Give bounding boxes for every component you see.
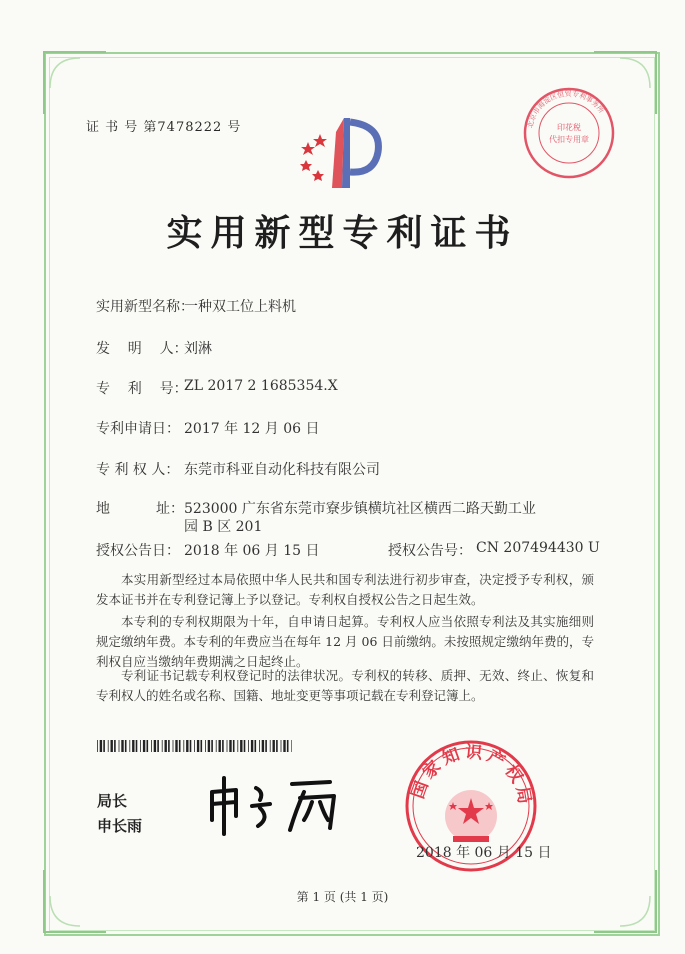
inventor-value: 刘淋 xyxy=(184,341,212,357)
grant-date-label: 授权公告日： xyxy=(96,543,180,559)
patent-office-logo-icon xyxy=(292,112,392,192)
body-paragraph-2: 本专利的专利权期限为十年，自申请日起算。专利权人应当依照专利法及其实施细则规定缴纳年费。本专利的年费应当在每年 12 月 06 日前缴纳。未按照规定缴纳年费的，专利权自应当缴纳年费期满之日起终止。 xyxy=(96,614,594,669)
handwritten-signature xyxy=(200,770,350,840)
agency-stamp-ring-text: 北京市海淀区恒贸专利事务所 xyxy=(526,89,606,129)
agency-stamp-line2: 代扣专用章 xyxy=(549,135,589,144)
address-line-1: 523000 广东省东莞市寮步镇横坑社区横西二路天勤工业 xyxy=(184,501,536,517)
signatory-name: 申长雨 xyxy=(97,817,143,835)
grant-number-label: 授权公告号： xyxy=(388,543,472,559)
address-label-suffix: 址： xyxy=(156,501,184,517)
official-seal-text: 国家知识产权局 xyxy=(408,742,535,810)
barcode xyxy=(97,740,292,752)
address-line-2: 园 B 区 201 xyxy=(184,519,263,535)
body-paragraph-1: 本实用新型经过本局依照中华人民共和国专利法进行初步审查，决定授予专利权，颁发本证书并在专利登记簿上予以登记。专利权自授权公告之日起生效。 xyxy=(96,572,594,607)
border-corner-ornament xyxy=(40,48,110,118)
seal-date: 2018 年 06 月 15 日 xyxy=(416,845,552,861)
grant-number-value: CN 207494430 U xyxy=(476,540,600,556)
patent-number-label: 专 利 号： xyxy=(96,381,188,397)
agency-stamp-line1: 印花税 xyxy=(557,123,581,132)
address-label-prefix: 地 xyxy=(96,501,110,517)
body-paragraph-3: 专利证书记载专利权登记时的法律状况。专利权的转移、质押、无效、终止、恢复和专利权人的姓名或名称、国籍、地址变更等事项记载在专利登记簿上。 xyxy=(96,668,594,703)
certificate-number: 证 书 号 第7478222 号 xyxy=(86,120,242,135)
utility-model-name-value: 一种双工位上料机 xyxy=(184,299,296,315)
agency-stamp xyxy=(522,86,616,180)
page-indicator: 第 1 页 (共 1 页) xyxy=(296,890,389,904)
signatory-role: 局长 xyxy=(97,792,128,810)
utility-model-name-label: 实用新型名称： xyxy=(96,299,194,315)
patentee-label: 专 利 权 人： xyxy=(96,462,180,478)
application-date-label: 专利申请日： xyxy=(96,421,180,437)
inventor-label: 发 明 人： xyxy=(96,341,188,357)
patent-number-value: ZL 2017 2 1685354.X xyxy=(184,378,338,394)
application-date-value: 2017 年 12 月 06 日 xyxy=(184,421,320,437)
patentee-value: 东莞市科亚自动化科技有限公司 xyxy=(184,462,380,478)
grant-date-value: 2018 年 06 月 15 日 xyxy=(184,543,320,559)
certificate-title: 实用新型专利证书 xyxy=(166,212,519,254)
